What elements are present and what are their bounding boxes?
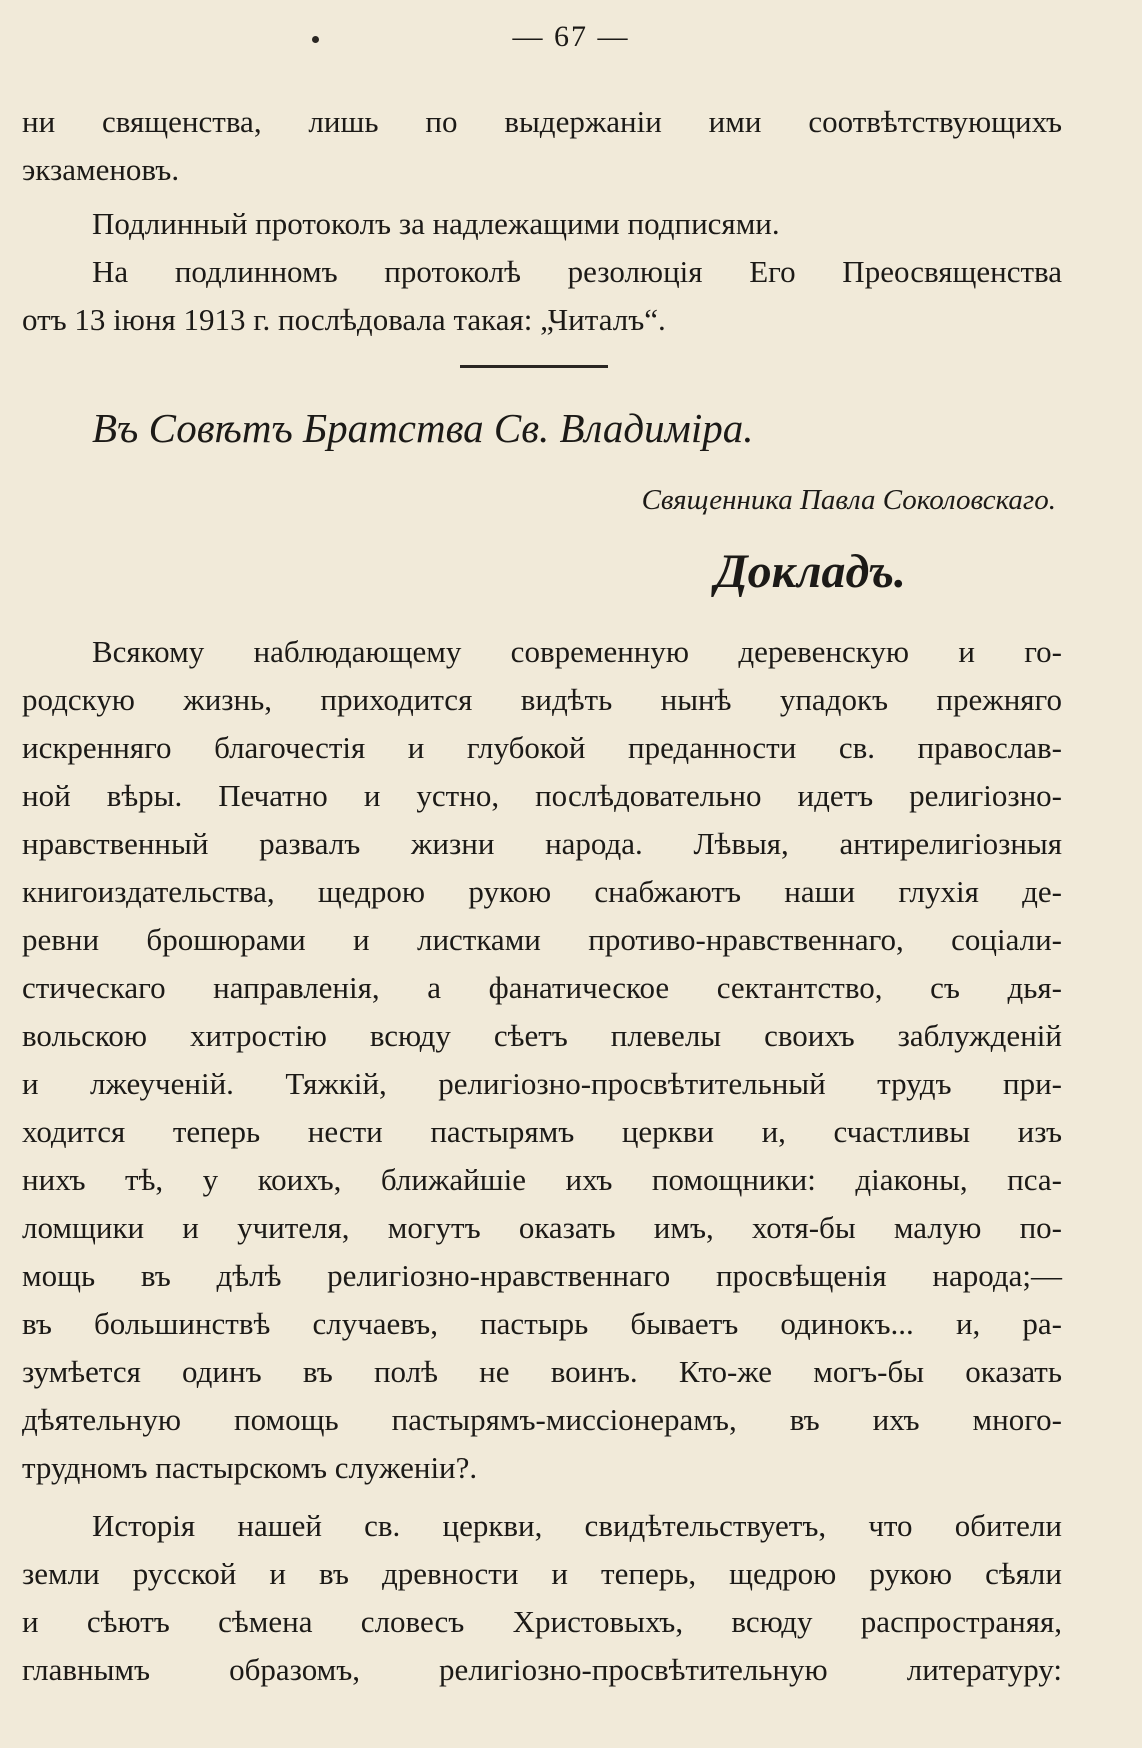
text-line: родскую жизнь, приходится видѣть нынѣ упадокъ прежняго	[22, 682, 1062, 717]
text-line: дѣятельную помощь пастырямъ-миссіонерамъ, въ ихъ много-	[22, 1402, 1062, 1437]
text-line: ревни брошюрами и листками противо-нравственнаго, соціали-	[22, 922, 1062, 957]
text-line: и сѣютъ сѣмена словесъ Христовыхъ, всюду распространяя,	[22, 1604, 1062, 1639]
text-line: Исторія нашей св. церкви, свидѣтельствуетъ, что обители	[92, 1508, 1062, 1543]
text-line: нихъ тѣ, у коихъ, ближайшіе ихъ помощники: діаконы, пса-	[22, 1162, 1062, 1197]
paragraph-2	[22, 1502, 1062, 1694]
text-line: ломщики и учителя, могутъ оказать имъ, хотя-бы малую по-	[22, 1210, 1062, 1245]
text-line: трудномъ пастырскомъ служеніи?.	[22, 1450, 478, 1485]
text-line: зумѣется одинъ въ полѣ не воинъ. Кто-же могъ-бы оказать	[22, 1354, 1062, 1389]
separator-rule	[460, 365, 608, 368]
text-line: вольскою хитростію всюду сѣетъ плевелы своихъ заблужденій	[22, 1018, 1062, 1053]
section-heading: Въ Совѣтъ Братства Св. Владиміра.	[92, 405, 754, 451]
ink-dot	[312, 36, 319, 43]
text-line: отъ 13 іюня 1913 г. послѣдовала такая: „Читалъ“.	[22, 302, 666, 337]
text-line: стическаго направленія, а фанатическое сектантство, съ дья-	[22, 970, 1062, 1005]
text-line: нравственный развалъ жизни народа. Лѣвыя, антирелигіозныя	[22, 826, 1062, 861]
text-line: искренняго благочестія и глубокой преданности св. православ-	[22, 730, 1062, 765]
report-title: Докладъ.	[714, 545, 906, 598]
text-line: въ большинствѣ случаевъ, пастырь бываетъ одинокъ... и, ра-	[22, 1306, 1062, 1341]
text-line: ходится теперь нести пастырямъ церкви и, счастливы изъ	[22, 1114, 1062, 1149]
page-number: — 67 —	[512, 20, 630, 53]
text-line: ной вѣры. Печатно и устно, послѣдовательно идетъ религіозно-	[22, 778, 1062, 813]
text-line: главнымъ образомъ, религіозно-просвѣтительную литературу:	[22, 1652, 1062, 1687]
text-line: Всякому наблюдающему современную деревенскую и го-	[92, 634, 1062, 669]
text-line: книгоиздательства, щедрою рукою снабжаютъ наши глухія де-	[22, 874, 1062, 909]
text-line: На подлинномъ протоколѣ резолюція Его Преосвященства	[92, 254, 1062, 289]
text-line: экзаменовъ.	[22, 152, 180, 187]
intro-block	[22, 98, 1062, 344]
text-line: мощь въ дѣлѣ религіозно-нравственнаго просвѣщенія народа;—	[22, 1258, 1062, 1293]
paragraph-1	[22, 628, 1062, 1492]
text-line: земли русской и въ древности и теперь, щедрою рукою сѣяли	[22, 1556, 1062, 1591]
author-line: Священника Павла Соколовскаго.	[641, 484, 1056, 516]
text-line: и лжеученій. Тяжкій, религіозно-просвѣтительный трудъ при-	[22, 1066, 1062, 1101]
text-line: ни священства, лишь по выдержаніи ими соотвѣтствующихъ	[22, 104, 1062, 139]
text-line: Подлинный протоколъ за надлежащими подписями.	[92, 206, 780, 241]
